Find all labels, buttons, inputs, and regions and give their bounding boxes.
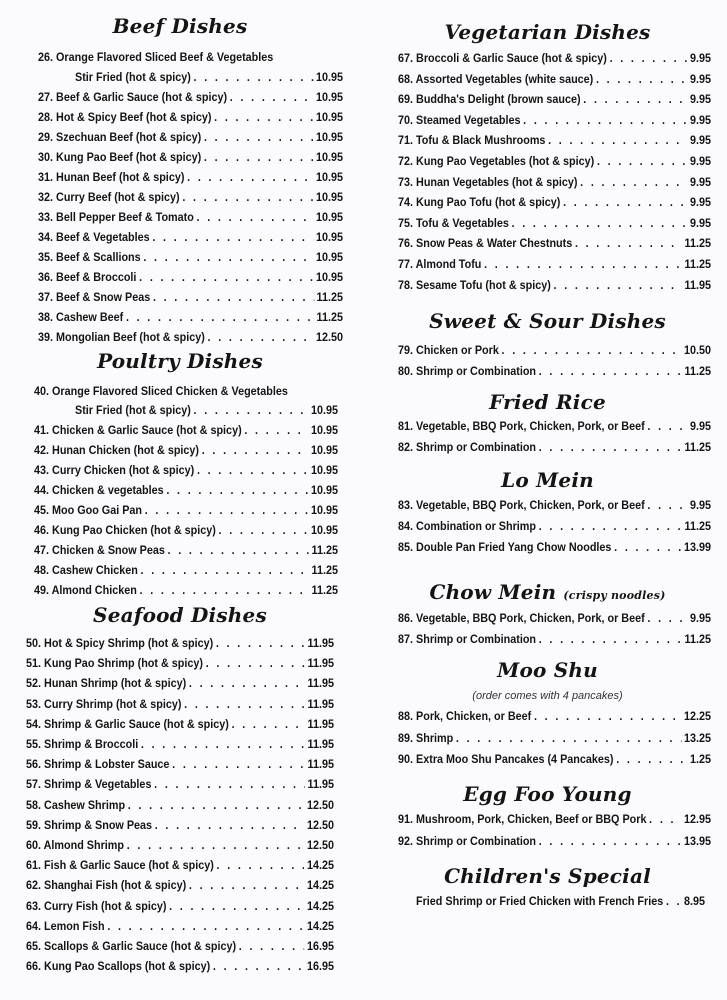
menu-item xyxy=(34,443,338,457)
item-price: 10.95 xyxy=(310,463,338,477)
item-price: 14.25 xyxy=(306,898,334,913)
item-name: Fried Shrimp or Fried Chicken with French Fries xyxy=(416,894,664,908)
item-price: 11.25 xyxy=(316,310,343,324)
menu-item xyxy=(398,498,711,512)
menu-item xyxy=(38,110,343,124)
dot-leader xyxy=(126,310,314,324)
dot-leader xyxy=(169,899,304,913)
dot-leader xyxy=(230,90,313,104)
section-title-childrens-special: Children's Special xyxy=(444,864,651,888)
dot-leader xyxy=(172,757,305,771)
item-name: 87. Shrimp or Combination xyxy=(398,632,537,646)
menu-item xyxy=(38,130,343,144)
item-name: 43. Curry Chicken (hot & spicy) xyxy=(34,463,195,477)
dot-leader xyxy=(194,70,314,84)
menu-item xyxy=(26,656,334,670)
item-price: 11.25 xyxy=(311,543,338,557)
dot-leader xyxy=(539,519,682,533)
item-price: 10.95 xyxy=(310,503,338,517)
item-name: 52. Hunan Shrimp (hot & spicy) xyxy=(26,676,187,691)
dot-leader xyxy=(616,752,687,766)
section-title-poultry: Poultry Dishes xyxy=(97,349,263,373)
dot-leader xyxy=(523,113,687,127)
dot-leader xyxy=(575,236,682,250)
item-price: 10.95 xyxy=(315,130,343,144)
item-name: 70. Steamed Vegetables xyxy=(398,112,521,127)
item-price: 11.95 xyxy=(307,757,334,772)
menu-item xyxy=(26,878,334,892)
item-name: 78. Sesame Tofu (hot & spicy) xyxy=(398,277,551,292)
dot-leader xyxy=(141,737,305,751)
menu-item xyxy=(398,364,711,378)
menu-item xyxy=(34,523,338,537)
item-price: 11.95 xyxy=(307,696,334,711)
dot-leader xyxy=(539,364,682,378)
dot-leader xyxy=(502,343,682,357)
item-price: 13.95 xyxy=(683,833,711,848)
dot-leader xyxy=(128,798,305,812)
menu-item xyxy=(398,611,711,625)
menu-item xyxy=(398,709,711,723)
item-price: 8.95 xyxy=(683,894,705,908)
menu-item xyxy=(38,90,343,104)
menu-item xyxy=(398,216,711,230)
item-name: 82. Shrimp or Combination xyxy=(398,440,537,454)
item-name: 49. Almond Chicken xyxy=(34,583,137,597)
section-title-vegetarian: Vegetarian Dishes xyxy=(444,20,651,44)
item-price: 9.95 xyxy=(689,154,711,168)
item-price: 12.50 xyxy=(306,817,334,832)
dot-leader xyxy=(456,731,681,745)
dot-leader xyxy=(548,133,687,147)
menu-item xyxy=(398,519,711,533)
dot-leader xyxy=(512,216,688,230)
item-price: 9.95 xyxy=(689,71,711,86)
item-price: 9.95 xyxy=(689,611,711,625)
item-name: 68. Assorted Vegetables (white sauce) xyxy=(398,71,594,86)
item-price: 11.25 xyxy=(311,583,338,597)
item-name: 91. Mushroom, Pork, Chicken, Beef or BBQ Pork xyxy=(398,812,647,826)
item-price: 11.95 xyxy=(307,636,334,650)
menu-item xyxy=(26,838,334,852)
item-name: 71. Tofu & Black Mushrooms xyxy=(398,133,546,148)
menu-item xyxy=(38,270,343,284)
item-name: 33. Bell Pepper Beef & Tomato xyxy=(38,210,194,224)
menu-item xyxy=(26,737,334,751)
dot-leader xyxy=(217,858,305,872)
menu-item xyxy=(34,483,338,497)
item-name: 51. Kung Pao Shrimp (hot & spicy) xyxy=(26,656,204,671)
item-name: 30. Kung Pao Beef (hot & spicy) xyxy=(38,150,202,164)
menu-item xyxy=(34,583,338,597)
item-price: 9.95 xyxy=(689,195,711,210)
item-price: 10.95 xyxy=(315,210,343,224)
item-name: Stir Fried (hot & spicy) xyxy=(75,403,191,417)
item-name: 90. Extra Moo Shu Pancakes (4 Pancakes) xyxy=(398,752,614,766)
dot-leader xyxy=(239,939,304,953)
item-name: 69. Buddha's Delight (brown sauce) xyxy=(398,92,581,107)
item-name: 32. Curry Beef (hot & spicy) xyxy=(38,190,180,204)
dot-leader xyxy=(187,170,313,184)
item-name: 37. Beef & Snow Peas xyxy=(38,290,151,304)
menu-item xyxy=(26,757,334,771)
item-price: 9.95 xyxy=(689,419,711,433)
menu-item xyxy=(398,92,711,106)
menu-item xyxy=(26,676,334,690)
item-price: 14.25 xyxy=(306,878,334,893)
dot-leader xyxy=(554,278,682,292)
item-price: 12.50 xyxy=(315,330,343,344)
item-name: 77. Almond Tofu xyxy=(398,257,482,271)
item-name: 81. Vegetable, BBQ Pork, Chicken, Pork, or Beef xyxy=(398,419,645,433)
item-price: 9.95 xyxy=(689,174,711,189)
item-name: 42. Hunan Chicken (hot & spicy) xyxy=(34,443,200,457)
menu-item xyxy=(26,939,334,953)
dot-leader xyxy=(184,697,305,711)
item-price: 11.95 xyxy=(684,277,711,292)
dot-leader xyxy=(155,818,305,832)
dot-leader xyxy=(539,440,682,454)
item-price: 10.95 xyxy=(315,150,343,164)
item-price: 10.95 xyxy=(310,483,338,497)
menu-item xyxy=(38,210,343,224)
dot-leader xyxy=(219,523,309,537)
menu-item xyxy=(26,959,334,973)
dot-leader xyxy=(232,717,305,731)
item-name: 53. Curry Shrimp (hot & spicy) xyxy=(26,696,182,711)
item-price: 11.95 xyxy=(307,676,334,691)
menu-item xyxy=(398,195,711,209)
item-name: 60. Almond Shrimp xyxy=(26,838,125,852)
item-name: 59. Shrimp & Snow Peas xyxy=(26,817,153,832)
item-name: 45. Moo Goo Gai Pan xyxy=(34,503,143,517)
item-name: Stir Fried (hot & spicy) xyxy=(75,70,191,84)
item-price: 10.95 xyxy=(315,270,343,284)
item-name: 28. Hot & Spicy Beef (hot & spicy) xyxy=(38,110,212,124)
menu-item xyxy=(26,717,334,731)
item-price: 10.95 xyxy=(315,190,343,204)
section-title-beef: Beef Dishes xyxy=(112,14,248,38)
menu-item xyxy=(398,133,711,147)
menu-item xyxy=(38,170,343,184)
item-name: 62. Shanghai Fish (hot & spicy) xyxy=(26,878,187,893)
menu-item xyxy=(38,310,343,324)
dot-leader xyxy=(197,210,314,224)
item-name: 41. Chicken & Garlic Sauce (hot & spicy) xyxy=(34,423,242,437)
item-price: 12.25 xyxy=(683,709,711,723)
menu-item xyxy=(38,290,343,304)
item-price: 9.95 xyxy=(689,133,711,148)
menu-item xyxy=(26,798,334,812)
item-price: 10.95 xyxy=(315,170,343,184)
item-price: 11.25 xyxy=(684,440,711,454)
item-price: 9.95 xyxy=(689,112,711,127)
menu-item xyxy=(38,250,343,264)
section-title-sweet-sour: Sweet & Sour Dishes xyxy=(429,309,666,333)
section-title-egg-foo-young: Egg Foo Young xyxy=(463,782,632,806)
item-price: 13.99 xyxy=(683,540,711,554)
menu-item xyxy=(26,899,334,913)
item-price: 11.25 xyxy=(684,519,711,533)
item-price: 10.95 xyxy=(315,230,343,244)
chow-mein-subtitle: (crispy noodles) xyxy=(563,589,666,602)
menu-item xyxy=(398,540,711,554)
dot-leader xyxy=(647,419,687,433)
item-name: 79. Chicken or Pork xyxy=(398,343,499,357)
dot-leader xyxy=(666,894,681,908)
menu-item xyxy=(398,236,711,250)
dot-leader xyxy=(583,92,687,106)
item-name: 92. Shrimp or Combination xyxy=(398,833,537,848)
item-name: 44. Chicken & vegetables xyxy=(34,483,164,497)
item-price: 16.95 xyxy=(306,939,334,953)
dot-leader xyxy=(614,540,681,554)
dot-leader xyxy=(539,834,682,848)
dot-leader xyxy=(204,150,313,164)
dot-leader xyxy=(141,563,309,577)
item-name: 73. Hunan Vegetables (hot & spicy) xyxy=(398,174,578,189)
menu-item xyxy=(398,154,711,168)
dot-leader xyxy=(145,503,309,517)
item-name: 83. Vegetable, BBQ Pork, Chicken, Pork, or Beef xyxy=(398,498,645,512)
dot-leader xyxy=(206,656,305,670)
menu-item xyxy=(75,403,338,417)
item-price: 1.25 xyxy=(689,752,711,766)
item-price: 14.25 xyxy=(306,858,334,873)
item-name: 27. Beef & Garlic Sauce (hot & spicy) xyxy=(38,90,228,104)
menu-item xyxy=(34,543,338,557)
dot-leader xyxy=(214,110,313,124)
menu-item xyxy=(398,278,711,292)
section-title-seafood: Seafood Dishes xyxy=(93,603,267,627)
menu-item xyxy=(26,919,334,933)
menu-item xyxy=(38,330,343,344)
dot-leader xyxy=(204,130,313,144)
item-name: 55. Shrimp & Broccoli xyxy=(26,737,139,751)
dot-leader xyxy=(580,175,687,189)
dot-leader xyxy=(194,403,309,417)
dot-leader xyxy=(143,250,313,264)
section-title-moo-shu: Moo Shu xyxy=(497,658,598,682)
item-name: 85. Double Pan Fried Yang Chow Noodles xyxy=(398,540,612,554)
menu-item xyxy=(75,70,343,84)
item-price: 11.25 xyxy=(684,632,711,646)
item-price: 11.25 xyxy=(311,563,338,577)
dot-leader xyxy=(563,195,687,209)
dot-leader xyxy=(166,483,308,497)
moo-shu-note: (order comes with 4 pancakes) xyxy=(472,690,623,702)
item-name: 54. Shrimp & Garlic Sauce (hot & spicy) xyxy=(26,716,229,731)
menu-item xyxy=(398,113,711,127)
menu-item xyxy=(26,636,334,650)
item-price: 10.95 xyxy=(310,443,338,457)
item-name: 47. Chicken & Snow Peas xyxy=(34,543,165,557)
item-name: 58. Cashew Shrimp xyxy=(26,797,126,812)
dot-leader xyxy=(168,543,309,557)
menu-item xyxy=(398,632,711,646)
menu-item xyxy=(398,419,711,433)
item-price: 11.95 xyxy=(307,777,334,792)
dot-leader xyxy=(649,812,681,826)
item-name: 56. Shrimp & Lobster Sauce xyxy=(26,757,170,772)
item-name: 35. Beef & Scallions xyxy=(38,250,141,264)
dot-leader xyxy=(189,676,305,690)
menu-item xyxy=(398,752,711,766)
item-price: 12.95 xyxy=(683,812,711,826)
dot-leader xyxy=(202,443,309,457)
menu-item xyxy=(398,731,711,745)
item-name: 88. Pork, Chicken, or Beef xyxy=(398,709,532,723)
item-price: 10.95 xyxy=(315,250,343,264)
dot-leader xyxy=(153,290,314,304)
item-price: 14.25 xyxy=(306,918,334,933)
item-name: 50. Hot & Spicy Shrimp (hot & spicy) xyxy=(26,636,214,650)
item-name: 80. Shrimp or Combination xyxy=(398,363,537,378)
item-name: 34. Beef & Vegetables xyxy=(38,230,150,244)
item-price: 11.25 xyxy=(684,363,711,378)
dot-leader xyxy=(484,257,682,271)
dot-leader xyxy=(216,636,305,650)
menu-item xyxy=(416,894,705,908)
item-name: 66. Kung Pao Scallops (hot & spicy) xyxy=(26,959,211,974)
item-price: 9.95 xyxy=(689,51,711,65)
item-name: 63. Curry Fish (hot & spicy) xyxy=(26,898,167,913)
item-price: 9.95 xyxy=(689,498,711,512)
item-40-line1: 40. Orange Flavored Sliced Chicken & Vegetables xyxy=(34,384,288,398)
menu-item xyxy=(34,503,338,517)
menu-item xyxy=(26,818,334,832)
item-price: 9.95 xyxy=(689,92,711,107)
item-name: 72. Kung Pao Vegetables (hot & spicy) xyxy=(398,154,595,168)
dot-leader xyxy=(647,611,687,625)
menu-item xyxy=(38,190,343,204)
item-name: 61. Fish & Garlic Sauce (hot & spicy) xyxy=(26,858,214,873)
dot-leader xyxy=(197,463,308,477)
menu-item xyxy=(26,858,334,872)
menu-item xyxy=(34,563,338,577)
dot-leader xyxy=(647,498,687,512)
chow-mein-title: Chow Mein xyxy=(429,580,557,604)
item-name: 38. Cashew Beef xyxy=(38,310,124,324)
menu-item xyxy=(398,834,711,848)
item-name: 74. Kung Pao Tofu (hot & spicy) xyxy=(398,195,561,210)
item-price: 11.95 xyxy=(307,716,334,731)
menu-item xyxy=(34,423,338,437)
dot-leader xyxy=(597,154,687,168)
item-name: 76. Snow Peas & Water Chestnuts xyxy=(398,236,573,251)
item-name: 46. Kung Pao Chicken (hot & spicy) xyxy=(34,523,216,537)
item-name: 65. Scallops & Garlic Sauce (hot & spicy) xyxy=(26,939,237,953)
item-name: 86. Vegetable, BBQ Pork, Chicken, Pork, or Beef xyxy=(398,611,645,625)
item-name: 48. Cashew Chicken xyxy=(34,563,138,577)
menu-item xyxy=(398,812,711,826)
item-price: 13.25 xyxy=(683,730,711,745)
menu-item xyxy=(26,777,334,791)
menu-item xyxy=(398,175,711,189)
item-name: 39. Mongolian Beef (hot & spicy) xyxy=(38,330,205,344)
dot-leader xyxy=(139,270,313,284)
dot-leader xyxy=(208,330,314,344)
menu-item xyxy=(398,440,711,454)
item-price: 11.95 xyxy=(307,656,334,671)
dot-leader xyxy=(244,423,308,437)
item-name: 67. Broccoli & Garlic Sauce (hot & spicy) xyxy=(398,51,607,65)
dot-leader xyxy=(127,838,305,852)
item-price: 10.95 xyxy=(315,70,343,84)
item-name: 36. Beef & Broccoli xyxy=(38,270,137,284)
section-title-lo-mein: Lo Mein xyxy=(501,468,594,492)
dot-leader xyxy=(182,190,313,204)
dot-leader xyxy=(596,72,687,86)
item-name: 64. Lemon Fish xyxy=(26,918,105,933)
item-price: 10.95 xyxy=(310,423,338,437)
menu-item xyxy=(26,697,334,711)
item-name: 29. Szechuan Beef (hot & spicy) xyxy=(38,130,202,144)
menu-item xyxy=(398,72,711,86)
item-name: 89. Shrimp xyxy=(398,730,454,745)
menu-item xyxy=(398,343,711,357)
menu-item xyxy=(38,150,343,164)
menu-item xyxy=(34,463,338,477)
dot-leader xyxy=(213,959,304,973)
menu-item xyxy=(398,257,711,271)
item-price: 10.95 xyxy=(310,523,338,537)
item-price: 11.25 xyxy=(684,257,711,271)
dot-leader xyxy=(189,878,304,892)
item-price: 12.50 xyxy=(306,838,334,852)
menu-item xyxy=(398,51,711,65)
item-price: 9.95 xyxy=(689,215,711,230)
dot-leader xyxy=(534,709,681,723)
item-26-line1: 26. Orange Flavored Sliced Beef & Vegetables xyxy=(38,50,274,64)
dot-leader xyxy=(152,230,313,244)
item-price: 10.95 xyxy=(315,90,343,104)
item-name: 57. Shrimp & Vegetables xyxy=(26,777,152,792)
item-price: 11.25 xyxy=(684,236,711,251)
dot-leader xyxy=(107,919,304,933)
item-price: 10.50 xyxy=(683,343,711,357)
item-price: 10.95 xyxy=(315,110,343,124)
item-name: 31. Hunan Beef (hot & spicy) xyxy=(38,170,185,184)
item-price: 12.50 xyxy=(306,797,334,812)
item-price: 10.95 xyxy=(310,403,338,417)
dot-leader xyxy=(610,51,688,65)
menu-item xyxy=(38,230,343,244)
item-name: 75. Tofu & Vegetables xyxy=(398,215,509,230)
dot-leader xyxy=(154,777,305,791)
dot-leader xyxy=(140,583,309,597)
dot-leader xyxy=(539,632,682,646)
item-price: 11.95 xyxy=(307,737,334,751)
item-price: 16.95 xyxy=(306,959,334,974)
item-price: 11.25 xyxy=(316,290,343,304)
section-title-chow-mein xyxy=(368,580,727,604)
item-name: 84. Combination or Shrimp xyxy=(398,519,537,533)
section-title-fried-rice: Fried Rice xyxy=(489,390,606,414)
